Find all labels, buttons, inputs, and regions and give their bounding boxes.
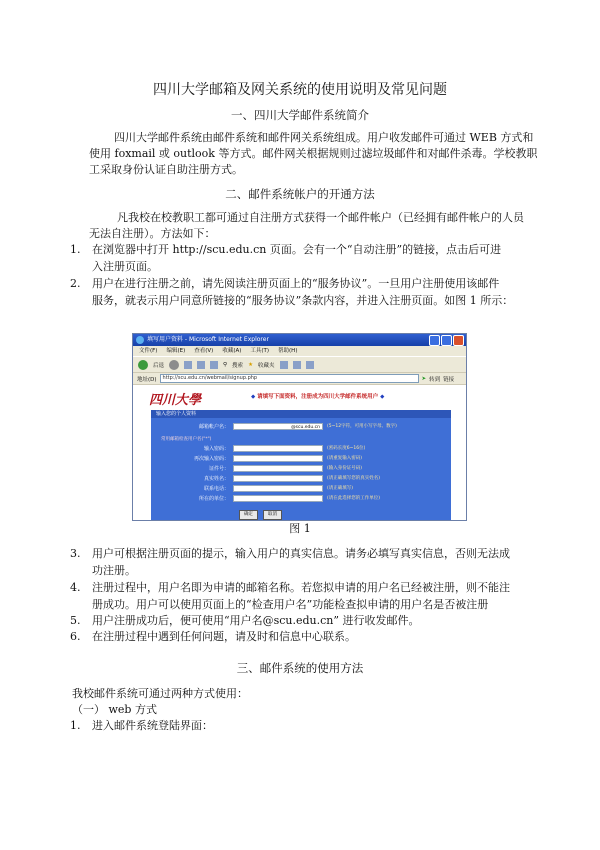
- favorites-star-icon[interactable]: ★: [248, 361, 253, 368]
- list-line: 功注册。: [92, 563, 136, 577]
- maximize-icon[interactable]: [441, 335, 452, 346]
- list-line: 在浏览器中打开 http://scu.edu.cn 页面。会有一个“自动注册”的链接，点击后可进: [92, 243, 502, 256]
- section-3-intro: 我校邮件系统可通过两种方式使用：: [72, 687, 248, 700]
- cancel-button[interactable]: 取消: [263, 510, 282, 520]
- form-label: 证件号：: [208, 466, 229, 472]
- minimize-icon[interactable]: [429, 335, 440, 346]
- menu-edit[interactable]: 编辑(E): [166, 348, 186, 354]
- list-item: [70, 629, 522, 646]
- form-label: 输入密码：: [203, 446, 229, 452]
- section-1-heading: 一、四川大学邮件系统简介: [231, 108, 369, 122]
- list-line: 入注册页面。: [92, 259, 158, 273]
- form-label: 所在的单位：: [198, 496, 229, 502]
- list-line: 在注册过程中遇到任何问题，请及时和信息中心联系。: [92, 630, 356, 643]
- department-select[interactable]: [233, 495, 323, 502]
- section-2-heading: 二、邮件系统帐户的开通方法: [225, 187, 375, 201]
- home-icon[interactable]: [210, 361, 218, 369]
- section-3-heading: 三、邮件系统的使用方法: [236, 661, 364, 675]
- form-row: [151, 464, 451, 474]
- confirm-password-input[interactable]: [233, 455, 323, 462]
- menu-bar: [133, 346, 466, 356]
- list-item: [70, 546, 522, 579]
- form-note: (请正确填写您的真实姓名): [327, 476, 381, 481]
- search-icon[interactable]: ⚲: [223, 361, 228, 368]
- form-row: [151, 454, 451, 464]
- submit-button[interactable]: 确定: [239, 510, 258, 520]
- username-input[interactable]: @scu.edu.cn: [233, 423, 323, 430]
- list-number: 6.: [70, 630, 81, 643]
- phone-input[interactable]: [233, 485, 323, 492]
- diamond-icon: ◆: [251, 394, 256, 400]
- list-line: 进入邮件系统登陆界面：: [92, 719, 213, 732]
- refresh-icon[interactable]: [197, 361, 205, 369]
- links-label[interactable]: 链接: [443, 376, 455, 383]
- list-item: [70, 242, 522, 275]
- address-label: 地址(D): [137, 376, 157, 383]
- address-input[interactable]: http://scu.edu.cn/webmail/signup.php: [160, 374, 419, 383]
- page-content: [133, 385, 466, 520]
- list-line: 用户可根据注册页面的提示，输入用户的真实信息。请务必填写真实信息，否则无法成: [92, 547, 510, 560]
- list-line: 册成功。用户可以使用页面上的“检查用户名”功能检查拟申请的用户名是否被注册: [92, 597, 489, 611]
- form-note: (密码长度6~16位): [327, 446, 366, 451]
- form-note: (5~12字符，可用小写字母、数字): [327, 424, 397, 429]
- form-note: (请在此选择您的工作单位): [327, 496, 381, 501]
- list-item: [70, 276, 522, 309]
- signup-form: [151, 418, 451, 520]
- mail-icon[interactable]: [293, 361, 301, 369]
- figure-1-screenshot: [132, 333, 467, 521]
- section-1-line-2: 使用 foxmail 或 outlook 等方式。邮件网关根据规则过滤垃圾邮件和对邮件杀毒。学校教职: [89, 147, 538, 160]
- form-row: [151, 484, 451, 494]
- document-title: 四川大学邮箱及网关系统的使用说明及常见问题: [153, 82, 447, 98]
- list-number: 1.: [70, 243, 81, 256]
- back-label[interactable]: 后退: [153, 362, 165, 369]
- signup-banner: [251, 392, 384, 400]
- section-1-line-3: 工采取身份认证自助注册方式。: [89, 163, 243, 176]
- ie-icon: [136, 336, 144, 344]
- list-number: 4.: [70, 581, 81, 594]
- menu-file[interactable]: 文件(F): [139, 348, 158, 354]
- form-label: 真实姓名：: [203, 476, 229, 482]
- form-label: 联系电话：: [203, 486, 229, 492]
- menu-help[interactable]: 帮助(H): [278, 348, 298, 354]
- form-row: [151, 474, 451, 484]
- form-note: (请重复输入密码): [327, 456, 363, 461]
- favorites-label[interactable]: 收藏夹: [258, 362, 275, 369]
- password-input[interactable]: [233, 445, 323, 452]
- form-buttons: [239, 510, 282, 520]
- list-line: 服务，就表示用户同意所链接的“服务协议”条款内容，并进入注册页面。如图 1 所示：: [92, 293, 514, 307]
- list-number: 3.: [70, 547, 81, 560]
- list-line: 用户在进行注册之前，请先阅读注册页面上的“服务协议”。一旦用户注册使用该邮件: [92, 277, 500, 290]
- section-2-intro-2: 无法自注册）。方法如下：: [89, 227, 216, 240]
- window-title: 填写用户资料 - Microsoft Internet Explorer: [147, 336, 269, 343]
- id-number-input[interactable]: [233, 465, 323, 472]
- forward-arrow-icon[interactable]: [169, 360, 179, 370]
- address-bar: [133, 372, 466, 385]
- history-icon[interactable]: [280, 361, 288, 369]
- menu-view[interactable]: 查看(V): [194, 348, 214, 354]
- panel-header: 输入您的个人资料: [151, 410, 451, 418]
- form-row: [151, 444, 451, 454]
- section-1-line-1: 四川大学邮件系统由邮件系统和邮件网关系统组成。用户收发邮件可通过 WEB 方式和: [114, 131, 534, 144]
- browser-toolbar: [133, 356, 466, 372]
- list-number: 2.: [70, 277, 81, 290]
- list-item: [70, 580, 522, 613]
- menu-tools[interactable]: 工具(T): [250, 348, 270, 354]
- back-arrow-icon[interactable]: [138, 360, 148, 370]
- go-button[interactable]: 转到: [429, 376, 441, 383]
- figure-caption: 图 1: [289, 522, 311, 535]
- banner-text: 请填写下面资料，注册成为四川大学邮件系统用户: [257, 394, 379, 400]
- close-icon[interactable]: [453, 335, 464, 346]
- section-2-intro-1: 凡我校在校教职工都可通过自注册方式获得一个邮件帐户（已经拥有邮件帐户的人员: [117, 211, 524, 224]
- list-item: [70, 613, 522, 630]
- form-note: (输入身份证号码): [327, 466, 363, 471]
- form-label: 再次输入密码：: [193, 456, 229, 462]
- list-line: 用户注册成功后，便可使用“用户名@scu.edu.cn” 进行收发邮件。: [92, 614, 420, 627]
- stop-icon[interactable]: [184, 361, 192, 369]
- form-label: 邮箱帐户名：: [198, 424, 229, 430]
- form-row: [151, 494, 451, 504]
- real-name-input[interactable]: [233, 475, 323, 482]
- list-line: 注册过程中，用户名即为申请的邮箱名称。若您拟申请的用户名已经被注册，则不能注: [92, 581, 510, 594]
- go-arrow-icon[interactable]: ➤: [421, 375, 427, 382]
- list-number: 1.: [70, 719, 81, 732]
- print-icon[interactable]: [306, 361, 314, 369]
- window-titlebar: [133, 334, 466, 346]
- form-note: (请正确填写): [327, 486, 354, 491]
- search-label[interactable]: 搜索: [232, 362, 244, 369]
- list-item: [70, 718, 522, 735]
- diamond-icon: ◆: [380, 394, 385, 400]
- window-controls: [429, 335, 464, 346]
- scu-logo: 四川大學: [149, 393, 202, 408]
- check-username-hint[interactable]: 常用邮箱检查用户名("*"): [161, 437, 212, 442]
- form-row: [151, 422, 451, 432]
- list-number: 5.: [70, 614, 81, 627]
- section-3-subheading: （一） web 方式: [72, 703, 157, 716]
- menu-favorites[interactable]: 收藏(A): [222, 348, 242, 354]
